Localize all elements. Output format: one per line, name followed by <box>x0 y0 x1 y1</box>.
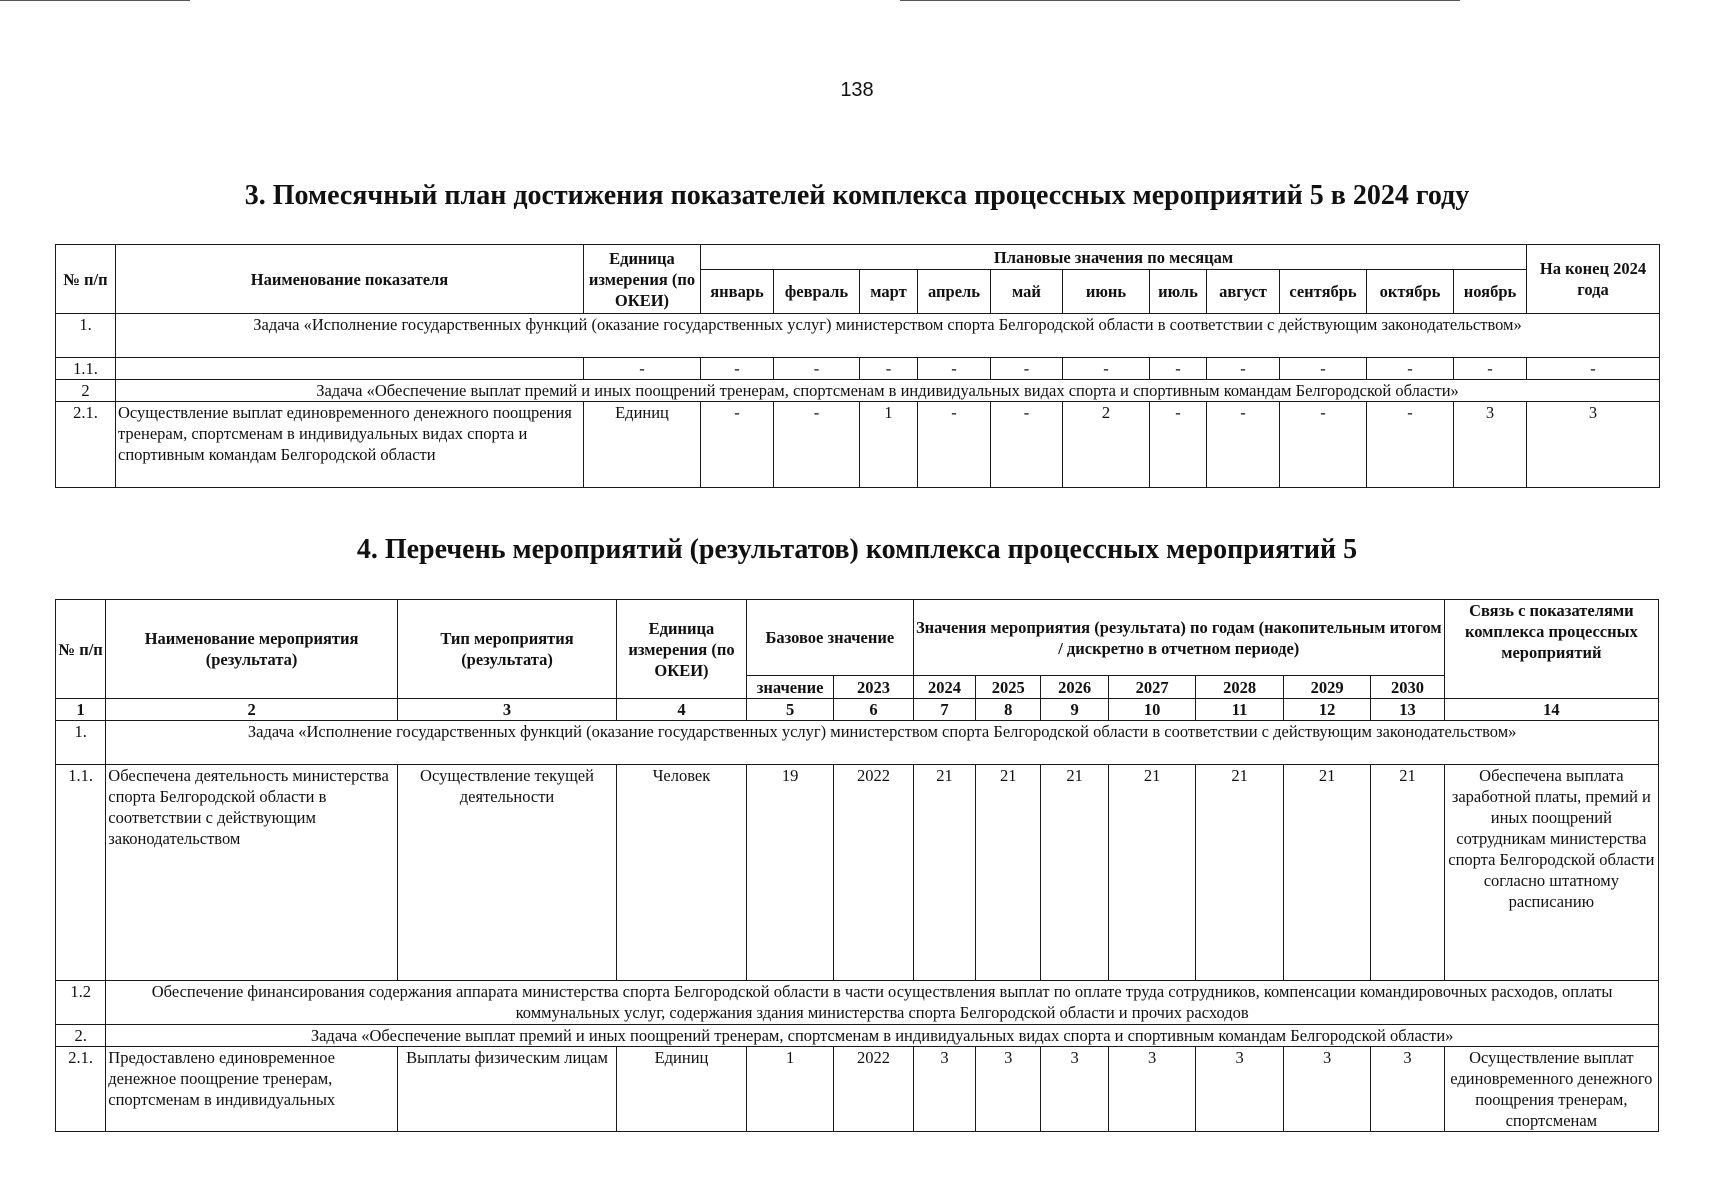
activity-name: Обеспечена деятельность министерства спорта Белгородской области в соответствии с действующим законодательством <box>106 765 398 981</box>
year-end-value: 3 <box>1527 402 1660 488</box>
base-year: 2022 <box>834 765 913 981</box>
column-number: 9 <box>1041 699 1108 721</box>
month-value: - <box>1207 358 1280 380</box>
column-number: 8 <box>976 699 1041 721</box>
row-number: 1. <box>56 721 106 765</box>
column-number: 13 <box>1371 699 1444 721</box>
header-month-1: январь <box>701 270 774 314</box>
row-number: 2.1. <box>56 402 116 488</box>
indicator-link: Осуществление выплат единовременного денежного поощрения тренерам, спортсменам <box>1444 1047 1658 1132</box>
header-month-6: июнь <box>1063 270 1150 314</box>
month-value: - <box>1280 358 1367 380</box>
task-text: Обеспечение финансирования содержания аппарата министерства спорта Белгородской области в части осуществления выплат по оплате труда сотрудников, компенсации командировочных расходов, оплаты коммунальных услуг, содержания здания министерства спорта Белгородской области и прочих расходов <box>106 981 1659 1025</box>
header-num: № п/п <box>56 600 106 699</box>
section-4-title: 4. Перечень мероприятий (результатов) комплекса процессных мероприятий 5 <box>356 534 1358 565</box>
header-year-2029: 2029 <box>1283 676 1370 699</box>
unit-cell: Единиц <box>584 402 701 488</box>
column-number: 5 <box>746 699 833 721</box>
unit-cell: - <box>584 358 701 380</box>
month-value: - <box>1367 358 1454 380</box>
column-number: 10 <box>1108 699 1195 721</box>
activity-type: Осуществление текущей деятельности <box>397 765 616 981</box>
year-value: 3 <box>1108 1047 1195 1132</box>
task-text: Задача «Обеспечение выплат премий и иных поощрений тренерам, спортсменам в индивидуальных видах спорта и спортивным командам Белгородской области» <box>106 1025 1659 1047</box>
top-edge-line-left <box>0 0 190 1</box>
year-value: 21 <box>1371 765 1444 981</box>
task-row <box>56 981 1659 1025</box>
header-unit: Единица измерения (по ОКЕИ) <box>584 245 701 314</box>
header-indicator-name: Наименование показателя <box>116 245 584 314</box>
month-value: - <box>1207 402 1280 488</box>
header-unit: Единица измерения (по ОКЕИ) <box>617 600 747 699</box>
header-month-10: октябрь <box>1367 270 1454 314</box>
month-value: - <box>701 402 774 488</box>
header-month-2: февраль <box>774 270 860 314</box>
year-end-value: - <box>1527 358 1660 380</box>
month-value: - <box>991 358 1063 380</box>
year-value: 21 <box>1041 765 1108 981</box>
month-value: - <box>918 358 991 380</box>
month-value: 2 <box>1063 402 1150 488</box>
task-row <box>56 314 1660 358</box>
indicator-name: Осуществление выплат единовременного денежного поощрения тренерам, спортсменам в индивидуальных видах спорта и спортивным командам Белгородской области <box>116 402 584 488</box>
year-value: 21 <box>1283 765 1370 981</box>
column-number: 7 <box>913 699 975 721</box>
header-year-2030: 2030 <box>1371 676 1444 699</box>
column-number: 1 <box>56 699 106 721</box>
task-row <box>56 1025 1659 1047</box>
month-value: - <box>774 402 860 488</box>
header-years-group: Значения мероприятия (результата) по годам (накопительным итогом / дискретно в отчетном периоде) <box>913 600 1444 676</box>
month-value: - <box>860 358 918 380</box>
task-row <box>56 721 1659 765</box>
section-3-title: 3. Помесячный план достижения показателей комплекса процессных мероприятий 5 в 2024 году <box>244 180 1470 211</box>
task-text: Задача «Исполнение государственных функций (оказание государственных услуг) министерством спорта Белгородской области в соответствии с действующим законодательством» <box>116 314 1660 358</box>
year-value: 21 <box>1196 765 1283 981</box>
year-value: 3 <box>913 1047 975 1132</box>
column-number: 4 <box>617 699 747 721</box>
header-month-9: сентябрь <box>1280 270 1367 314</box>
header-base-value: значение <box>746 676 833 699</box>
year-value: 3 <box>1371 1047 1444 1132</box>
header-link: Связь с показателями комплекса процессных мероприятий <box>1444 600 1658 699</box>
year-value: 3 <box>976 1047 1041 1132</box>
base-year: 2022 <box>834 1047 913 1132</box>
unit-cell: Человек <box>617 765 747 981</box>
year-value: 21 <box>976 765 1041 981</box>
top-edge-line-right <box>900 0 1460 1</box>
column-number: 6 <box>834 699 913 721</box>
header-month-8: август <box>1207 270 1280 314</box>
base-value: 1 <box>746 1047 833 1132</box>
page-number: 138 <box>840 79 874 101</box>
indicator-link: Обеспечена выплата заработной платы, премий и иных поощрений сотрудникам министерства спорта Белгородской области согласно штатному расписанию <box>1444 765 1658 981</box>
header-base-year: 2023 <box>834 676 913 699</box>
column-number: 12 <box>1283 699 1370 721</box>
table-row <box>56 402 1660 488</box>
month-value: - <box>1150 358 1207 380</box>
row-number: 2 <box>56 380 116 402</box>
year-value: 3 <box>1041 1047 1108 1132</box>
header-month-4: апрель <box>918 270 991 314</box>
month-value: - <box>701 358 774 380</box>
activity-name: Предоставлено единовременное денежное поощрение тренерам, спортсменам в индивидуальных <box>106 1047 398 1132</box>
table-row <box>56 765 1659 981</box>
header-num: № п/п <box>56 245 116 314</box>
row-number: 1.1. <box>56 765 106 981</box>
table-row <box>56 1047 1659 1132</box>
year-value: 21 <box>1108 765 1195 981</box>
row-number: 2. <box>56 1025 106 1047</box>
header-months-group: Плановые значения по месяцам <box>701 245 1527 270</box>
activity-type: Выплаты физическим лицам <box>397 1047 616 1132</box>
indicator-name <box>116 358 584 380</box>
month-value: 1 <box>860 402 918 488</box>
header-activity-type: Тип мероприятия (результата) <box>397 600 616 699</box>
header-year-2025: 2025 <box>976 676 1041 699</box>
column-number: 3 <box>397 699 616 721</box>
task-text: Задача «Исполнение государственных функций (оказание государственных услуг) министерством спорта Белгородской области в соответствии с действующим законодательством» <box>106 721 1659 765</box>
month-value: - <box>1280 402 1367 488</box>
column-number: 2 <box>106 699 398 721</box>
header-month-3: март <box>860 270 918 314</box>
header-year-2024: 2024 <box>913 676 975 699</box>
month-value: - <box>1367 402 1454 488</box>
header-activity-name: Наименование мероприятия (результата) <box>106 600 398 699</box>
header-month-5: май <box>991 270 1063 314</box>
column-number: 14 <box>1444 699 1658 721</box>
row-number: 1.1. <box>56 358 116 380</box>
row-number: 1.2 <box>56 981 106 1025</box>
month-value: - <box>1150 402 1207 488</box>
row-number: 1. <box>56 314 116 358</box>
task-text: Задача «Обеспечение выплат премий и иных поощрений тренерам, спортсменам в индивидуальных видах спорта и спортивным командам Белгородской области» <box>116 380 1660 402</box>
header-base-group: Базовое значение <box>746 600 913 676</box>
task-row <box>56 380 1660 402</box>
header-year-2028: 2028 <box>1196 676 1283 699</box>
monthly-plan-table <box>55 244 1660 488</box>
header-month-11: ноябрь <box>1454 270 1527 314</box>
month-value: - <box>1454 358 1527 380</box>
header-year-end: На конец 2024 года <box>1527 245 1660 314</box>
unit-cell: Единиц <box>617 1047 747 1132</box>
base-value: 19 <box>746 765 833 981</box>
activities-table <box>55 599 1659 1132</box>
header-year-2027: 2027 <box>1108 676 1195 699</box>
year-value: 3 <box>1283 1047 1370 1132</box>
month-value: 3 <box>1454 402 1527 488</box>
header-year-2026: 2026 <box>1041 676 1108 699</box>
table-row <box>56 358 1660 380</box>
header-month-7: июль <box>1150 270 1207 314</box>
month-value: - <box>991 402 1063 488</box>
month-value: - <box>918 402 991 488</box>
month-value: - <box>774 358 860 380</box>
month-value: - <box>1063 358 1150 380</box>
year-value: 3 <box>1196 1047 1283 1132</box>
column-number: 11 <box>1196 699 1283 721</box>
row-number: 2.1. <box>56 1047 106 1132</box>
year-value: 21 <box>913 765 975 981</box>
